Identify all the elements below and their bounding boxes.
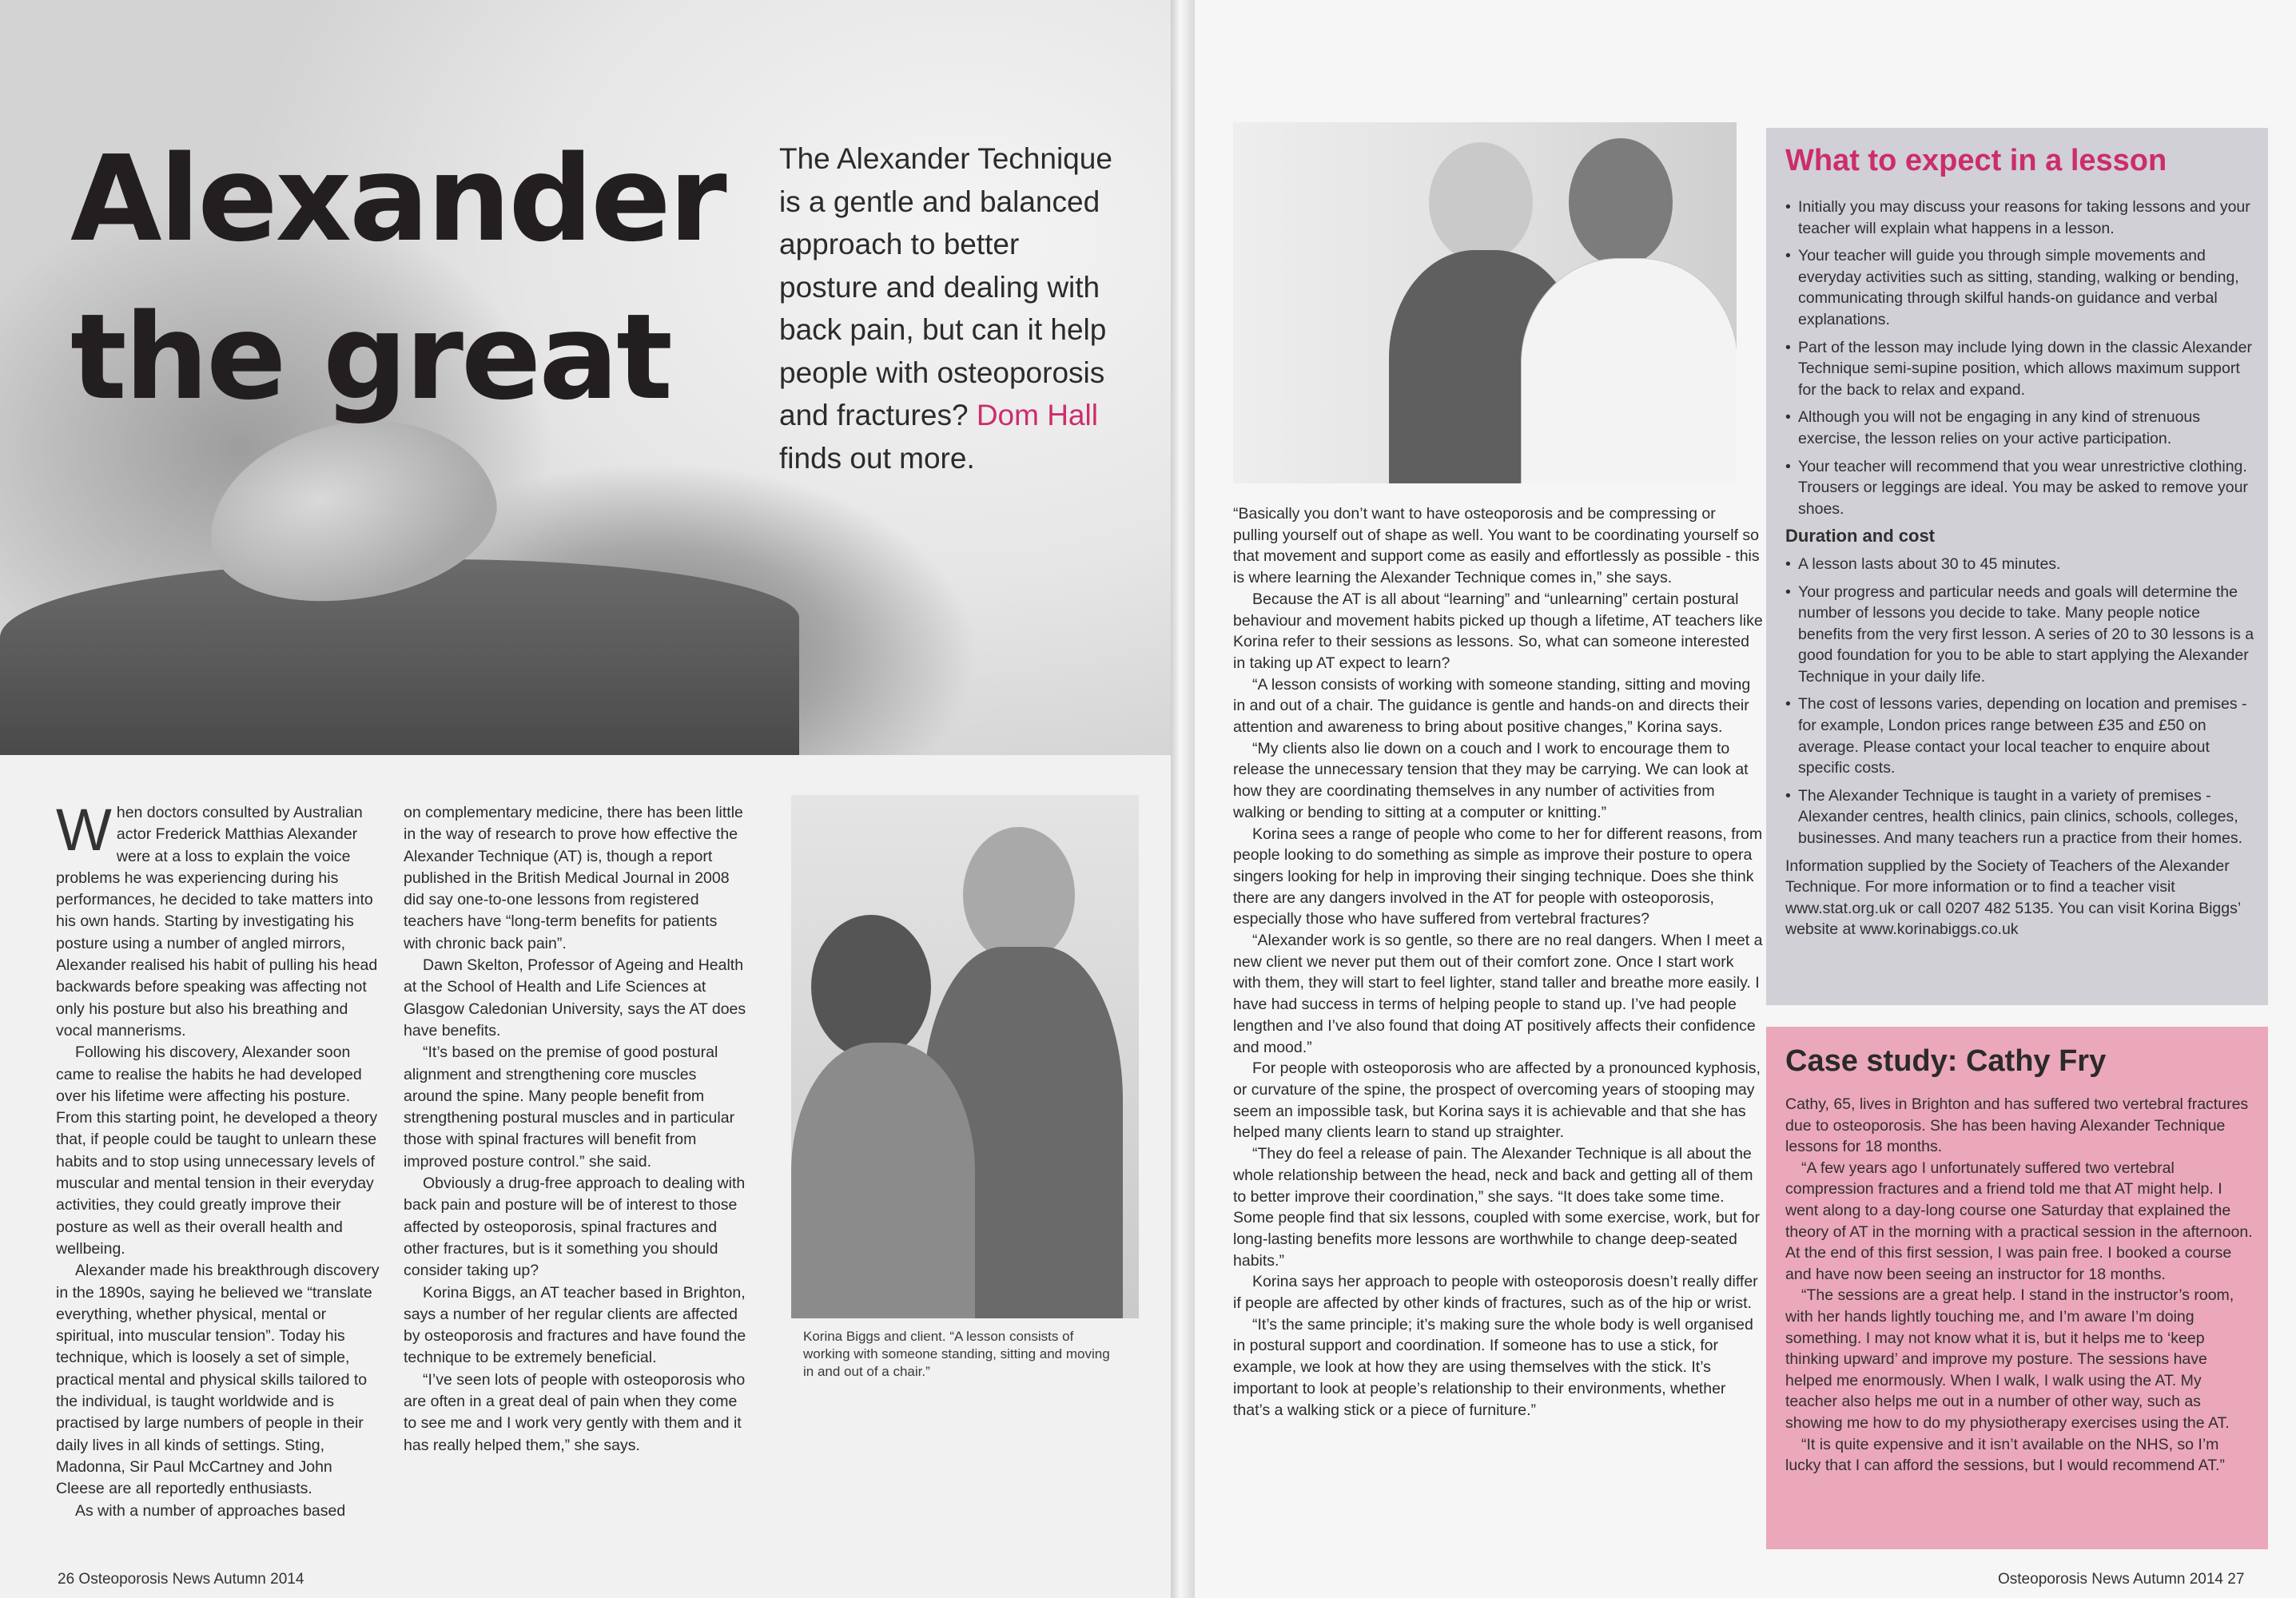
title-line-2: the great	[70, 288, 670, 426]
paragraph: Korina sees a range of people who come to her for different reasons, from people looking to do something as simple as improve their posture to opera singers looking for help in improving their singing technique. Does she think there are any dangers involved in the AT for people with osteoporosis, especially those who have suffered from vertebral fractures?	[1233, 825, 1763, 928]
paragraph: “It is quite expensive and it isn’t available on the NHS, so I’m lucky that I can afford the sessions, but I would recommend AT.”	[1785, 1435, 2225, 1475]
woman-head	[1429, 142, 1533, 262]
photo-caption: Korina Biggs and client. “A lesson consists of working with someone standing, sitting and moving in and out of a chair.”	[803, 1329, 1110, 1379]
spine-gutter	[1171, 0, 1195, 1598]
list-item: • Your teacher will guide you through simple movements and everyday activities such as sitting, standing, walking or bending, communicating through skilful hands-on guidance and verbal explanations.	[1785, 245, 2257, 330]
drop-cap: W	[56, 797, 112, 863]
lesson-list	[1785, 197, 2257, 519]
cost-list	[1785, 554, 2257, 849]
page-footer-left: 26 Osteoporosis News Autumn 2014	[58, 1571, 304, 1588]
paragraph: Dawn Skelton, Professor of Ageing and Health at the School of Health and Life Sciences at Glasgow Caledonian University, says the AT does have benefits.	[404, 956, 746, 1039]
lesson-box-title: What to expect in a lesson	[1785, 144, 2167, 177]
list-item: • Initially you may discuss your reasons for taking lessons and your teacher will explain what happens in a lesson.	[1785, 197, 2257, 239]
page-footer-right: Osteoporosis News Autumn 2014 27	[1998, 1571, 2245, 1588]
lesson-box-body	[1785, 197, 2257, 948]
paragraph: Following his discovery, Alexander soon came to realise the habits he had developed over his lifetime were affecting his posture. From this starting point, he developed a theory that, if people could be taught to unlearn these habits and to stop using unnecessary levels of muscular and mental tension in their everyday activities, they could greatly improve their posture as well as their overall health and wellbeing.	[56, 1043, 378, 1258]
list-item: • Although you will not be engaging in any kind of strenuous exercise, the lesson relies on your active participation.	[1785, 407, 2257, 449]
paragraph: “I’ve seen lots of people with osteoporosis who are often in a great deal of pain when they come to see me and I work very gently with them and it has really helped them,” she says.	[404, 1370, 746, 1454]
list-item: • The Alexander Technique is taught in a variety of premises - Alexander centres, health clinics, pain clinics, schools, colleges, businesses. And many teachers run a practice from their homes.	[1785, 785, 2257, 849]
cost-heading: Duration and cost	[1785, 526, 1936, 547]
author-name: Dom Hall	[976, 399, 1098, 431]
lesson-box	[1766, 128, 2268, 1005]
body-column-2	[404, 802, 747, 1457]
case-study-body	[1785, 1094, 2257, 1477]
paragraph: “A few years ago I unfortunately suffered two vertebral compression fractures and a friend told me that AT might help. I went along to a day-long course one Saturday that explained the theory of AT in the morning with a practical session in the afternoon. At the end of this first session, I was pain free. I booked a course and have now been seeing an instructor for 18 months.	[1785, 1159, 2253, 1283]
paragraph: on complementary medicine, there has been little in the way of research to prove how effective the Alexander Technique (AT) is, though a report published in the British Medical Journal in 2008 did say one-to-one lessons from registered teachers have “long-term benefits for patients with chronic back pain”.	[404, 804, 743, 952]
paragraph: “They do feel a release of pain. The Alexander Technique is all about the whole relationship between the head, neck and back and getting all of them to better improve their coordination,” she says. “It does take some time. Some people find that six lessons, coupled with some exercise, work, but for long-lasting benefits more lessons are worthwhile to change deep-seated habits.”	[1233, 1145, 1760, 1270]
standfirst-end: finds out more.	[779, 441, 975, 475]
paragraph: Cathy, 65, lives in Brighton and has suffered two vertebral fractures due to osteoporosis. She has been having Alexander Technique lessons for 18 months.	[1785, 1095, 2249, 1156]
paragraph: As with a number of approaches based	[75, 1501, 346, 1520]
paragraph: Korina says her approach to people with osteoporosis doesn’t really differ if people are affected by other kinds of fractures, such as of the hip or wrist.	[1233, 1273, 1758, 1313]
paragraph: Obviously a drug-free approach to dealing with back pain and posture will be of interest to those affected by osteoporosis, spinal fractures and other fractures, but is it something you should consider taking up?	[404, 1175, 746, 1280]
body-column-3	[1233, 503, 1765, 1421]
man-body	[1521, 258, 1737, 483]
list-item: • Part of the lesson may include lying down in the classic Alexander Technique semi-supine position, which allows maximum support for the back to relax and expand.	[1785, 337, 2257, 401]
paragraph: “The sessions are a great help. I stand in the instructor’s room, with her hands lightly touching me, and I’m aware I’m doing something. I may not know what it is, but it helps me to ‘keep thinking upward’ and improve my posture. The sessions have helped me enormously. When I walk, I walk using the AT. My teacher also helps me out in a number of other way, such as showing me how to do my physiotherapy exercises using the AT.	[1785, 1286, 2234, 1432]
case-study-title: Case study: Cathy Fry	[1785, 1044, 2107, 1078]
list-item: • A lesson lasts about 30 to 45 minutes.	[1785, 554, 2257, 575]
list-item: • Your teacher will recommend that you wear unrestrictive clothing. Trousers or leggings are ideal. You may be asked to remove your shoes.	[1785, 456, 2257, 520]
man-head	[1569, 138, 1673, 266]
list-item: • The cost of lessons varies, depending on location and premises - for example, London prices range between £35 and £50 on average. Please contact your local teacher to enquire about specific costs.	[1785, 694, 2257, 778]
paragraph: “My clients also lie down on a couch and I work to encourage them to release the unnecessary tension that they may be carrying. We can look at how they are coordinating themselves in any number of activities from walking or bending to sitting at a computer or knitting.”	[1233, 739, 1749, 821]
article-title	[70, 120, 725, 436]
standfirst-text: The Alexander Technique is a gentle and balanced approach to better posture and dealing with back pain, but can it help people with osteoporosis and fractures?	[779, 142, 1112, 431]
case-study-box	[1766, 1027, 2268, 1549]
paragraph: “Alexander work is so gentle, so there are no real dangers. When I meet a new client we never put them out of their comfort zone. Once I start work with them, they will start to feel lighter, stand taller and breathe more easily. I have had success in terms of helping people to stand up. I’ve had people lengthen and I’ve also found that doing AT positively affects their confidence and mood.”	[1233, 932, 1763, 1056]
paragraph: When doctors consulted by Australian actor Frederick Matthias Alexander were at a loss to explain the voice problems he was experiencing during his performances, he decided to take matters into his own hands. Starting by investigating his posture using a number of angled mirrors, Alexander realised his habit of pulling his head backwards before speaking was affecting not only his posture but also his breathing and vocal mannerisms.	[56, 797, 378, 1039]
paragraph: For people with osteoporosis who are affected by a pronounced kyphosis, or curvature of the spine, the prospect of overcoming years of stooping may seem an impossible task, but Korina says it is achievable and that she has helped many clients learn to stand up straighter.	[1233, 1059, 1761, 1142]
body-column-1	[56, 797, 384, 1522]
teacher-client-photo	[791, 795, 1139, 1318]
paragraph: Because the AT is all about “learning” and “unlearning” certain postural behaviour and movement habits picked up though a lifetime, AT teachers like Korina refer to their sessions as lessons. So, what can someone interested in taking up AT expect to learn?	[1233, 590, 1763, 672]
teacher-pupil-photo	[1233, 122, 1737, 483]
paragraph: Korina Biggs, an AT teacher based in Brighton, says a number of her regular clients are affected by osteoporosis and fractures and have found the technique to be extremely beneficial.	[404, 1283, 746, 1367]
client-head	[811, 915, 931, 1059]
title-line-1: Alexander	[70, 130, 725, 268]
list-item: • Your progress and particular needs and goals will determine the number of lessons you decide to take. Many people notice benefits from the very first lesson. A series of 20 to 30 lessons is a good foundation for you to be able to start applying the Alexander Technique in your daily life.	[1785, 582, 2257, 688]
paragraph: “Basically you don’t want to have osteoporosis and be compressing or pulling yourself out of shape as well. You want to be coordinating yourself so that movement and support come as easily and effortlessly as possible - this is where learning the Alexander Technique comes in,” she says.	[1233, 505, 1760, 587]
client-body	[791, 1043, 975, 1318]
info-text: Information supplied by the Society of Teachers of the Alexander Technique. For more information or to find a teacher visit www.stat.org.uk or call 0207 482 5135. You can visit Korina Biggs’ website at www.korinabiggs.co.uk	[1785, 857, 2241, 939]
paragraph: “It’s the same principle; it’s making sure the whole body is well organised in postural support and coordination. If someone has to use a stick, for example, we look at how they are using themselves with the stick. It’s important to look at people’s relationship to their environments, whether that’s a walking stick or a piece of furniture.”	[1233, 1315, 1753, 1419]
paragraph: “It’s based on the premise of good postural alignment and strengthening core muscles around the spine. Many people benefit from strengthening postural muscles and in particular those with spinal fractures will benefit from improved posture control.” she said.	[404, 1043, 735, 1171]
teacher-head	[963, 827, 1075, 963]
paragraph: Alexander made his breakthrough discovery in the 1890s, saying he believed we “translate everything, whether physical, mental or spiritual, into muscular tension”. Today his technique, which is loosely a set of simple, practical mental and physical skills tailored to the individual, is taught worldwide and is practised by large numbers of people in their daily lives in all kinds of settings. Sting, Madonna, Sir Paul McCartney and John Cleese are all reportedly enthusiasts.	[56, 1262, 380, 1498]
paragraph: “A lesson consists of working with someone standing, sitting and moving in and out of a chair. The guidance is gentle and hands-on and directs their attention and awareness to bring about positive changes,” Korina says.	[1233, 675, 1751, 737]
standfirst	[779, 137, 1123, 479]
